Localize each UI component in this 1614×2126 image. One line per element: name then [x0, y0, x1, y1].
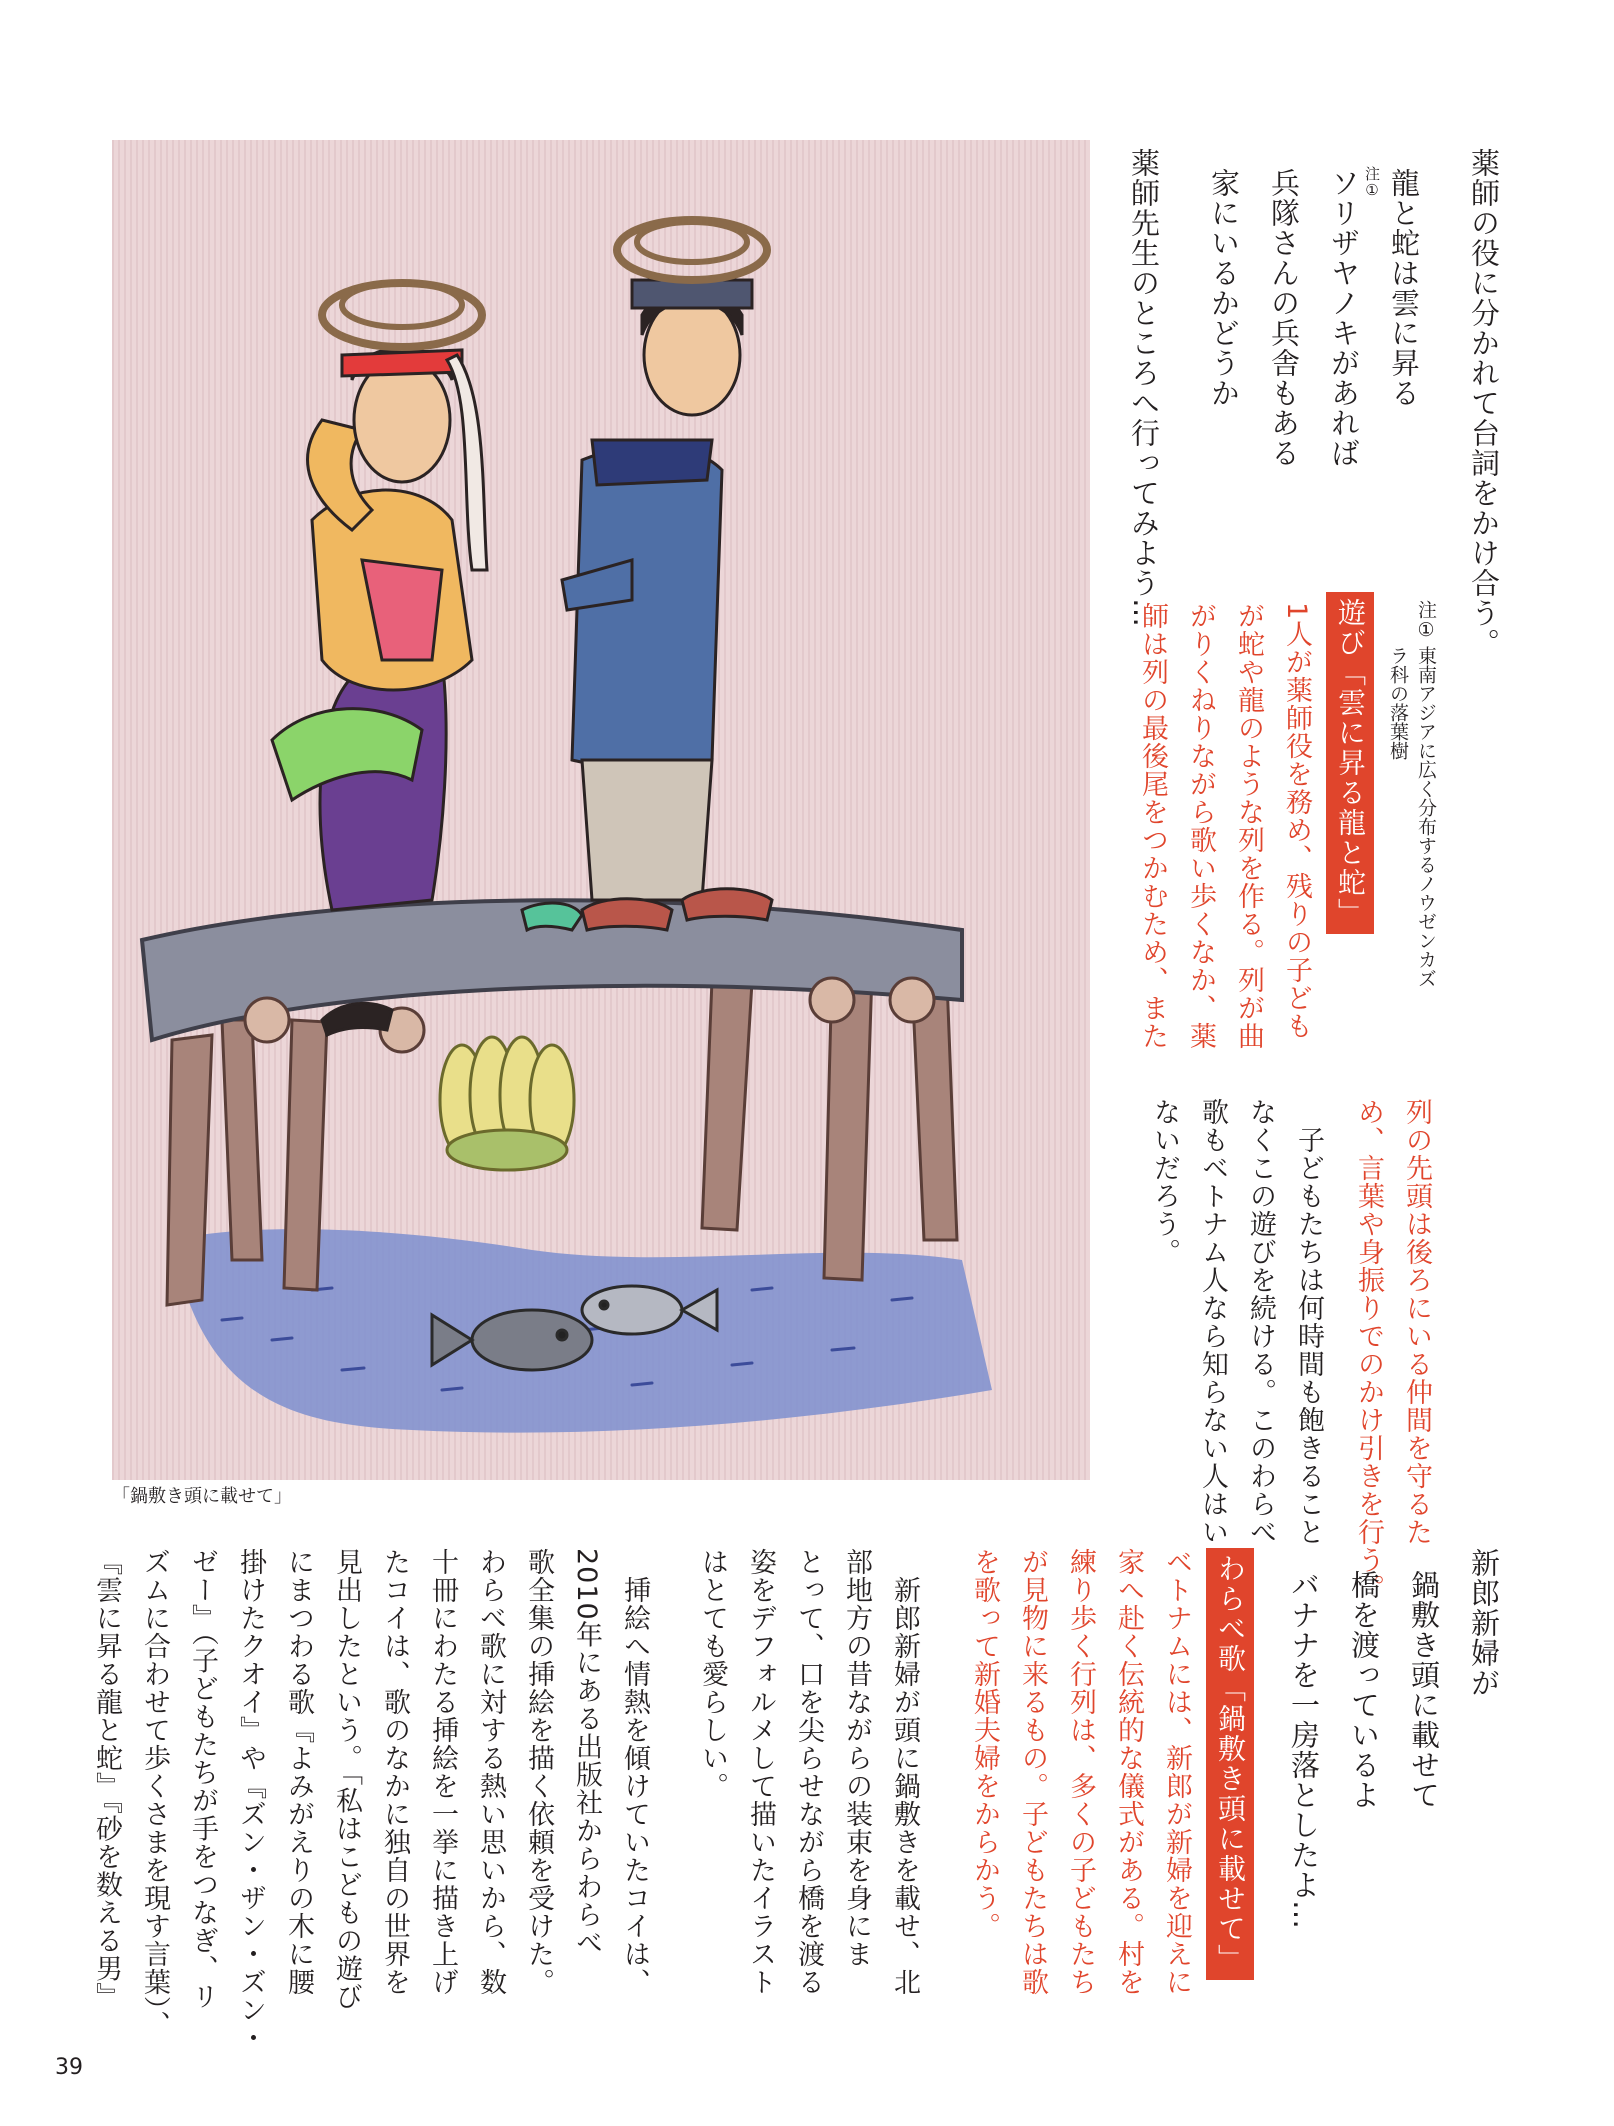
para3-line-12: 『雲に昇る龍と蛇』『砂を数える男』	[91, 1548, 122, 2011]
game2-line-3: 練り歩く行列は、多くの子どもたち	[1065, 1548, 1096, 1996]
para1-line-2: なくこの遊びを続ける。このわらべ	[1245, 1098, 1276, 1546]
para1-line-3: 歌もベトナム人なら知らない人はい	[1197, 1098, 1228, 1546]
para1-line-1: 子どもたちは何時間も飽きること	[1293, 1098, 1324, 1546]
para3-line-9: 掛けたクオイ』や『ズン・ザン・ズン・	[235, 1548, 266, 2052]
game2-line-4: が見物に来るもの。子どもたちは歌	[1017, 1548, 1048, 1996]
para2-line-1: 新郎新婦が頭に鍋敷きを載せ、北	[889, 1548, 920, 1996]
para3-line-4: わらべ歌に対する熱い思いから、数	[475, 1548, 506, 1996]
para3-line-10: ゼー』（子どもたちが手をつなぎ、リ	[187, 1548, 218, 2011]
verse2-line-4: バナナを一房落としたよ…	[1287, 1570, 1321, 1930]
para2-line-2: 部地方の昔ながらの装束を身にま	[841, 1548, 872, 1968]
para3-line-8: にまつわる歌『よみがえりの木に腰	[283, 1548, 314, 1996]
game1-tag: 遊び「雲に昇る龍と蛇」	[1326, 592, 1374, 934]
game2-line-2: 家へ赴く伝統的な儀式がある。村を	[1113, 1548, 1144, 1996]
verse2-line-1: 新郎新婦が	[1467, 1548, 1501, 1698]
verse-line-1: 薬師の役に分かれて台詞をかけ合う。	[1467, 148, 1501, 658]
banana-bunch	[440, 1037, 574, 1170]
illustration-caption: 「鍋敷き頭に載せて」	[112, 1486, 292, 1507]
para1-line-4: ないだろう。	[1149, 1098, 1180, 1266]
verse-line-4: 兵隊さんの兵舎もある	[1267, 168, 1301, 468]
game1-line-4: 師は列の最後尾をつかむため、また	[1137, 602, 1168, 1050]
page-number: 39	[55, 2055, 83, 2080]
footnote-line-1: 東南アジアに広く分布するノウゼンカズ	[1415, 646, 1437, 988]
verse-line-6: 薬師先生のところへ行ってみよう…	[1127, 148, 1161, 628]
illustration-watercolor	[112, 140, 1090, 1480]
para3-line-6: たコイは、歌のなかに独自の世界を	[379, 1548, 410, 1996]
para3-line-5: 十冊にわたる挿絵を一挙に描き上げ	[427, 1548, 458, 1996]
game2-line-5: を歌って新婚夫婦をからかう。	[969, 1548, 1000, 1940]
para2-line-3: とって、口を尖らせながら橋を渡る	[793, 1548, 824, 1996]
game1-line-2: が蛇や龍のような列を作る。列が曲	[1233, 602, 1264, 1050]
note-marker: 注①	[1363, 166, 1381, 199]
para3-line-3: 歌全集の挿絵を描く依頼を受けた。	[523, 1548, 554, 1996]
verse-line-2: 龍と蛇は雲に昇る	[1387, 168, 1421, 408]
game1-line-1: 1人が薬師役を務め、残りの子ども	[1281, 602, 1312, 1041]
para2-line-5: はとても愛らしい。	[697, 1548, 728, 1800]
para3-line-7: 見出したという。「私はこどもの遊び	[331, 1548, 362, 2011]
game2-line-1: ベトナムには、新郎が新婦を迎えに	[1161, 1548, 1192, 1996]
game1-cont-line-1: 列の先頭は後ろにいる仲間を守るた	[1401, 1098, 1432, 1546]
verse-line-5: 家にいるかどうか	[1207, 168, 1241, 408]
footnote-line-2: ラ科の落葉樹	[1387, 646, 1409, 760]
para3-line-2: 2010年にある出版社からわらべ	[571, 1548, 602, 1957]
para2-line-4: 姿をデフォルメして描いたイラスト	[745, 1548, 776, 1996]
verse2-line-3: 橋を渡っているよ	[1347, 1570, 1381, 1810]
para3-line-11: ズムに合わせて歩くさまを現す言葉）、	[139, 1548, 170, 2039]
verse-line-3: ソリザヤノキがあれば	[1327, 168, 1361, 468]
game2-tag: わらべ歌「鍋敷き頭に載せて」	[1206, 1548, 1254, 1980]
footnote-label: 注①	[1415, 600, 1437, 641]
game1-line-3: がりくねりながら歌い歩くなか、薬	[1185, 602, 1216, 1050]
para3-line-1: 挿絵へ情熱を傾けていたコイは、	[619, 1548, 650, 1996]
verse2-line-2: 鍋敷き頭に載せて	[1407, 1570, 1441, 1810]
game1-cont-line-2: め、言葉や身振りでのかけ引きを行う。	[1353, 1098, 1384, 1602]
